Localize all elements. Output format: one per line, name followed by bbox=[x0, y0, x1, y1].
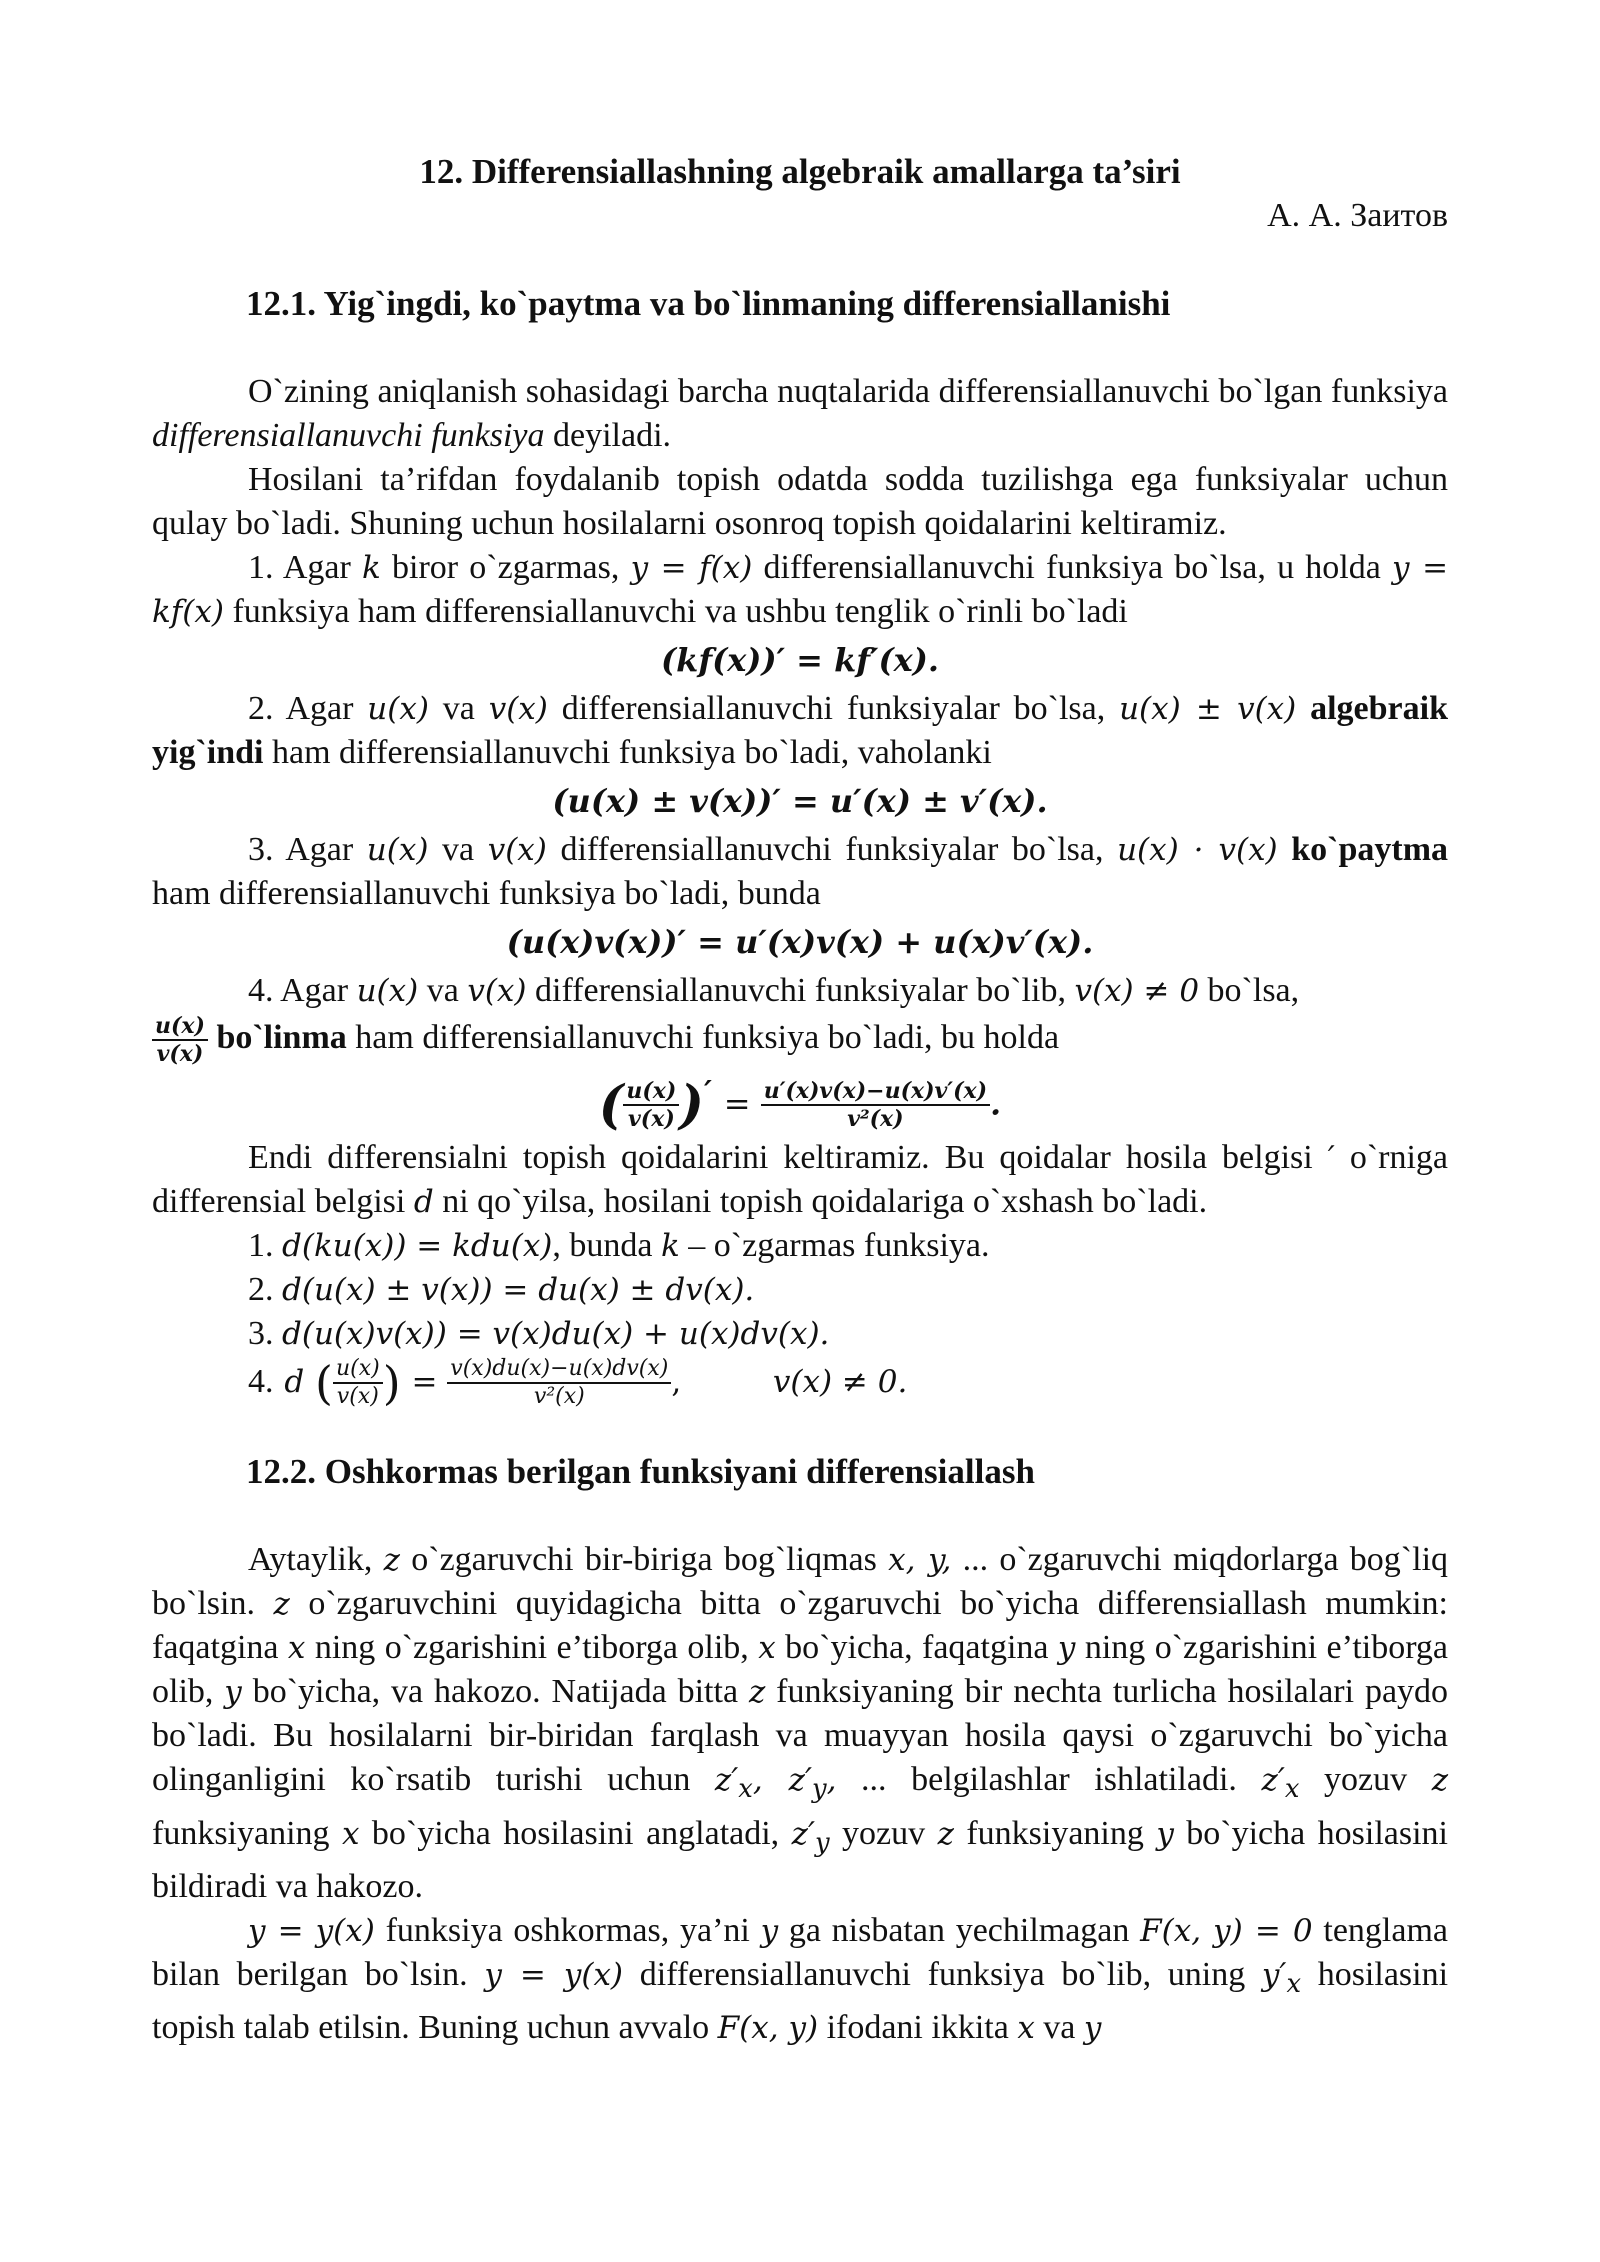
document-page bbox=[152, 150, 1448, 2050]
defined-term: differensiallanuvchi funksiya bbox=[152, 417, 545, 454]
formula-constant-multiple: (kf(x))′ = kf′(x). bbox=[661, 641, 939, 679]
paragraph-differential-rules-intro: Endi differensialni topish qoidalarini keltiramiz. Bu qoidalar hosila belgisi ′ o`rniga differensial belgisi d ni qo`yilsa, hosilani topish qoidalariga o`xshash bo`ladi. bbox=[152, 1139, 1449, 1221]
rule-1-text: 1. Agar k biror o`zgarmas, y = f(x) differensiallanuvchi funksiya bo`lsa, u holda y = kf(x) funksiya ham differensiallanuvchi va ushbu tenglik o`rinli bo`ladi bbox=[152, 549, 1449, 630]
differential-rule-4: 4. d ( $\frac{u(x)}{v(x)}$ ) = $\frac{v(x)du(x)-u(x)dv(x)}{\text{v²(x)}}$ , v(x) ≠ 0. bbox=[248, 1356, 908, 1411]
rule-3-text: 3. Agar u(x) va v(x) differensiallanuvchi funksiyalar bo`lsa, u(x) · v(x) ko`paytma ham differensiallanuvchi funksiya bo`ladi, bunda bbox=[152, 831, 1449, 912]
formula-quotient: ( $\frac{u(x)}{v(x)}$ )′ = $\frac{u'(x)v(x)-u(x)v'(x)}{\text{v²(x)}}$ . bbox=[598, 1074, 1002, 1136]
differential-rule-3: 3. d(u(x)v(x)) = v(x)du(x) + u(x)dv(x). bbox=[248, 1315, 830, 1353]
rule-2-text: 2. Agar u(x) va v(x) differensiallanuvchi funksiyalar bo`lsa, u(x) ± v(x) algebraik yig`indi ham differensiallanuvchi funksiya bo`ladi, vaholanki bbox=[152, 690, 1449, 771]
differential-rule-1: 1. d(ku(x)) = kdu(x), bunda k – o`zgarmas funksiya. bbox=[248, 1227, 990, 1265]
section-heading-12-2: 12.2. Oshkormas berilgan funksiyani differensiallash bbox=[246, 1452, 1035, 1492]
paragraph-motivation: Hosilani ta’rifdan foydalanib topish odatda sodda tuzilishga ega funksiyalar uchun qulay bo`ladi. Shuning uchun hosilalarni osonroq topish qoidalarini keltiramiz. bbox=[152, 461, 1448, 542]
rule-4-text-cont: $\frac{u(x)}{v(x)}$ bo`linma ham differensiallanuvchi funksiya bo`ladi, bu holda bbox=[152, 1013, 1448, 1067]
differential-rule-2: 2. d(u(x) ± v(x)) = du(x) ± dv(x). bbox=[248, 1271, 755, 1309]
section-heading-12-1: 12.1. Yig`ingdi, ko`paytma va bo`linmaning differensiallanishi bbox=[246, 284, 1171, 323]
formula-sum: (u(x) ± v(x))′ = u′(x) ± v′(x). bbox=[552, 782, 1048, 820]
paragraph-partial-derivatives: Aytaylik, z o`zgaruvchi bir-biriga bog`liqmas x, y, ... o`zgaruvchi miqdorlarga bog`liq bo`lsin. z o`zgaruvchini quyidagicha bitta o`zgaruvchi bo`yicha differensiallash mumkin: faqatgina x ning o`zgarishini e’tiborga olib, x bo`yicha, faqatgina y ning o`zgarishini e’tiborga olib, y bo`yicha, va hakozo. Natijada bitta z funksiyaning bir nechta turlicha hosilalari paydo bo`ladi. Bu hosilalarni bir-biridan farqlash va muayyan hosila qaysi o`zgaruvchi bo`yicha olinganligini ko`rsatib turishi uchun $z'_x$, $z'_y$, ... belgilashlar ishlatiladi. $z'_x$ yozuv z funksiyaning x bo`yicha hosilasini anglatadi, $z'_y$ yozuv z funksiyaning y bo`yicha hosilasini bildiradi va hakozo. bbox=[152, 1541, 1449, 1905]
author: А. А. Заитов bbox=[1267, 197, 1448, 234]
paragraph-definition: O`zining aniqlanish sohasidagi barcha nuqtalarida differensiallanuvchi bo`lgan funksiya differensiallanuvchi funksiya deyiladi. bbox=[152, 373, 1448, 454]
page-title: 12. Differensiallashning algebraik amallarga ta’siri bbox=[419, 152, 1181, 191]
formula-product: (u(x)v(x))′ = u′(x)v(x) + u(x)v′(x). bbox=[506, 923, 1094, 961]
paragraph-implicit-function: y = y(x) funksiya oshkormas, ya’ni y ga nisbatan yechilmagan F(x, y) = 0 tenglama bilan berilgan bo`lsin. y = y(x) differensiallanuvchi funksiya bo`lib, uning $y'_x$ hosilasini topish talab etilsin. Buning uchun avvalo F(x, y) ifodani ikkita x va y bbox=[152, 1911, 1449, 2046]
rule-4-text: 4. Agar u(x) va v(x) differensiallanuvchi funksiyalar bo`lib, v(x) ≠ 0 bo`lsa, bbox=[248, 972, 1300, 1009]
